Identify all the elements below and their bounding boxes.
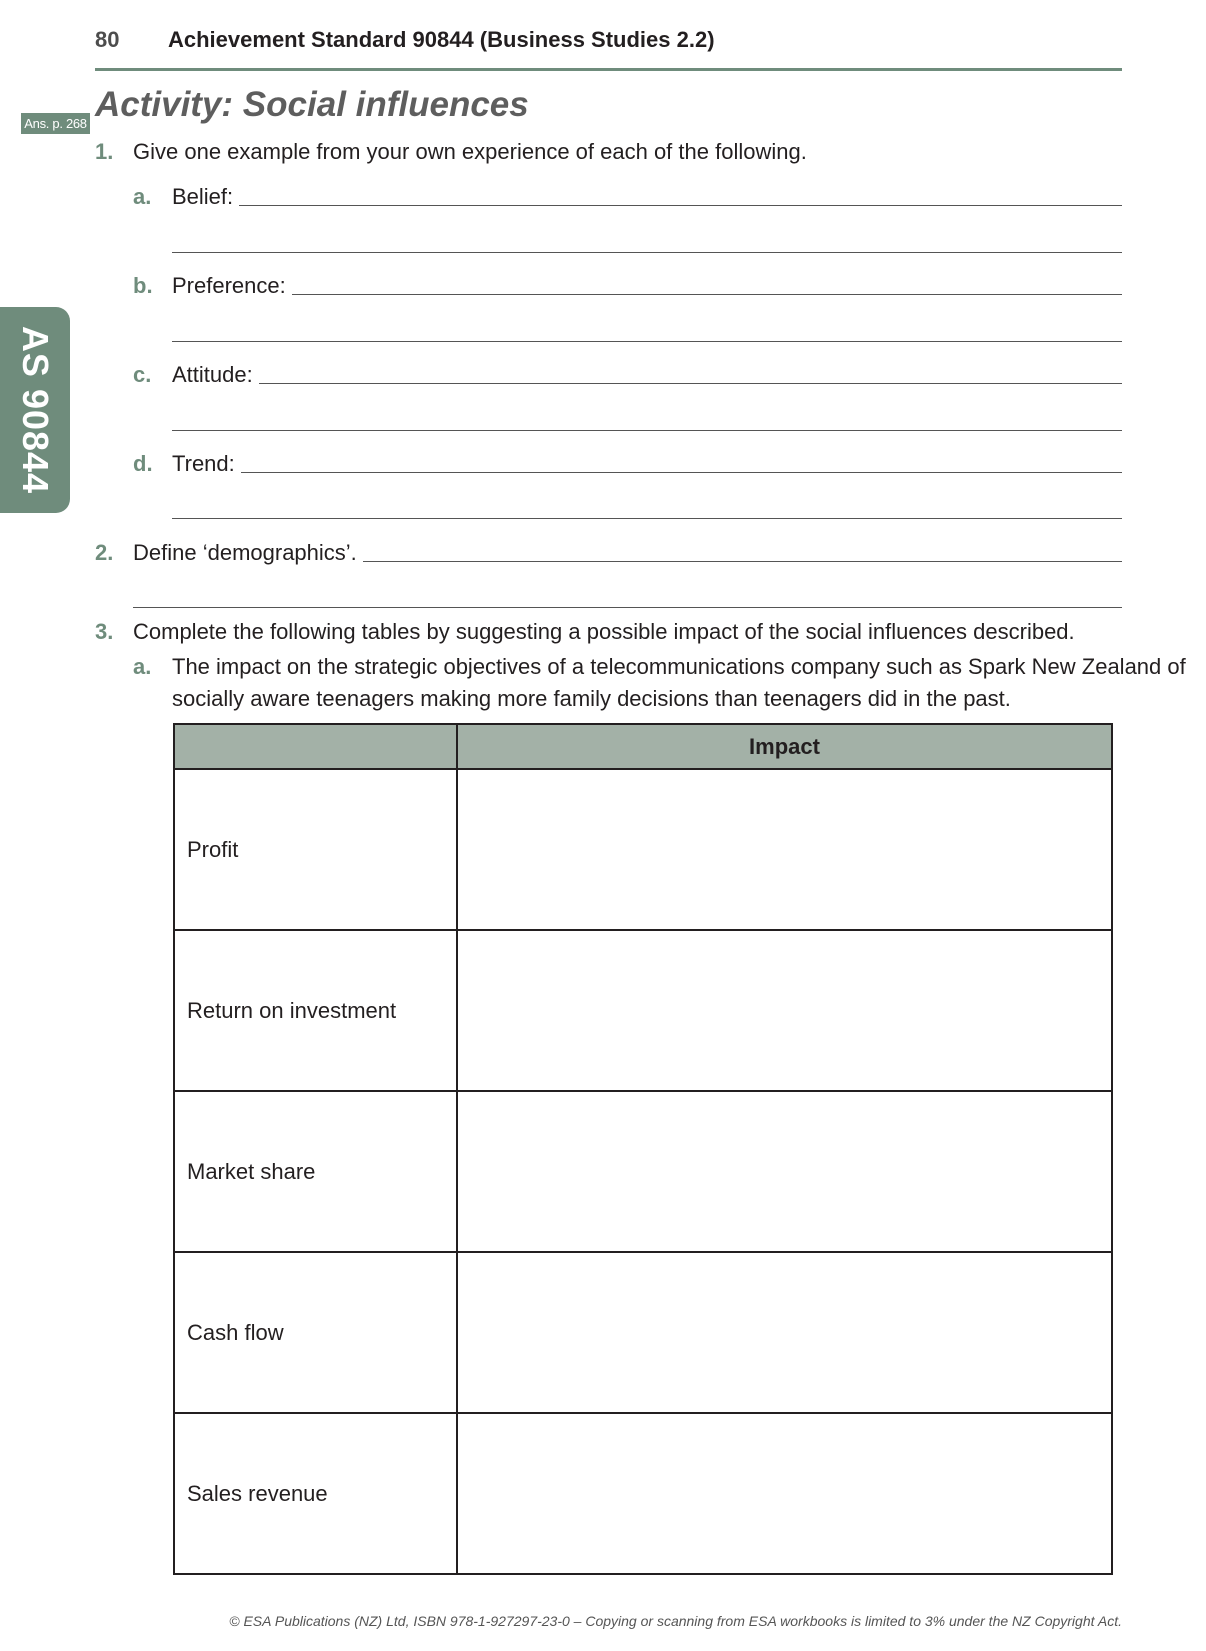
belief-answer-line-2[interactable] [172, 252, 1122, 253]
row-label-cash-flow: Cash flow [174, 1252, 457, 1413]
preference-label: Preference: [172, 273, 286, 298]
table-row [174, 1252, 1112, 1413]
table-header-row [174, 724, 1112, 769]
impact-table [173, 723, 1113, 1575]
question-1a-letter: a. [133, 184, 152, 209]
row-label-market-share: Market share [174, 1091, 457, 1252]
copyright-footer: © ESA Publications (NZ) Ltd, ISBN 978-1-927297-23-0 – Copying or scanning from ESA workbooks is limited to 3% under the NZ Copyright Act. [229, 1613, 1122, 1629]
preference-answer-row [172, 273, 1122, 299]
impact-cell-profit[interactable] [457, 769, 1112, 930]
trend-answer-line[interactable] [241, 472, 1122, 473]
answer-reference-badge: Ans. p. 268 [21, 113, 90, 134]
trend-answer-line-2[interactable] [172, 518, 1122, 519]
question-1-text: Give one example from your own experience of each of the following. [133, 139, 807, 164]
question-1d-letter: d. [133, 451, 153, 476]
belief-label: Belief: [172, 184, 234, 209]
demographics-answer-row [133, 540, 1122, 566]
preference-answer-line-2[interactable] [172, 341, 1122, 342]
impact-cell-sales-revenue[interactable] [457, 1413, 1112, 1574]
table-header-impact: Impact [457, 724, 1112, 769]
demographics-answer-line-2[interactable] [133, 607, 1122, 608]
table-row [174, 930, 1112, 1091]
row-label-profit: Profit [174, 769, 457, 930]
row-label-sales-revenue: Sales revenue [174, 1413, 457, 1574]
side-tab [0, 307, 70, 513]
demographics-answer-line[interactable] [363, 561, 1122, 562]
preference-answer-line[interactable] [292, 294, 1122, 295]
attitude-label: Attitude: [172, 362, 253, 387]
activity-title: Activity: Social influences [95, 85, 529, 124]
attitude-answer-row [172, 362, 1122, 388]
question-2-number: 2. [95, 540, 114, 565]
question-1-number: 1. [95, 139, 114, 164]
table-row [174, 1413, 1112, 1574]
impact-cell-cash-flow[interactable] [457, 1252, 1112, 1413]
page-number: 80 [95, 27, 120, 52]
question-1c-letter: c. [133, 362, 152, 387]
belief-answer-row [172, 184, 1122, 210]
trend-answer-row [172, 451, 1122, 477]
table-header-blank [174, 724, 457, 769]
table-row [174, 769, 1112, 930]
question-3-text: Complete the following tables by suggesting a possible impact of the social influences described. [133, 619, 1075, 644]
question-3a-letter: a. [133, 654, 152, 679]
question-3a-text-line-1: The impact on the strategic objectives of a telecommunications company such as Spark New Zealand of [172, 654, 1186, 679]
attitude-answer-line[interactable] [259, 383, 1122, 384]
impact-cell-market-share[interactable] [457, 1091, 1112, 1252]
question-1b-letter: b. [133, 273, 153, 298]
trend-label: Trend: [172, 451, 235, 476]
impact-cell-return-on-investment[interactable] [457, 930, 1112, 1091]
side-tab-label: AS 90844 [15, 325, 56, 495]
question-3-number: 3. [95, 619, 114, 644]
header-divider [95, 68, 1122, 71]
row-label-return-on-investment: Return on investment [174, 930, 457, 1091]
belief-answer-line[interactable] [239, 205, 1122, 206]
header-title: Achievement Standard 90844 (Business Studies 2.2) [168, 27, 715, 52]
attitude-answer-line-2[interactable] [172, 430, 1122, 431]
question-3a-text-line-2: socially aware teenagers making more family decisions than teenagers did in the past. [172, 686, 1011, 711]
question-2-text: Define ‘demographics’. [133, 540, 357, 565]
table-row [174, 1091, 1112, 1252]
